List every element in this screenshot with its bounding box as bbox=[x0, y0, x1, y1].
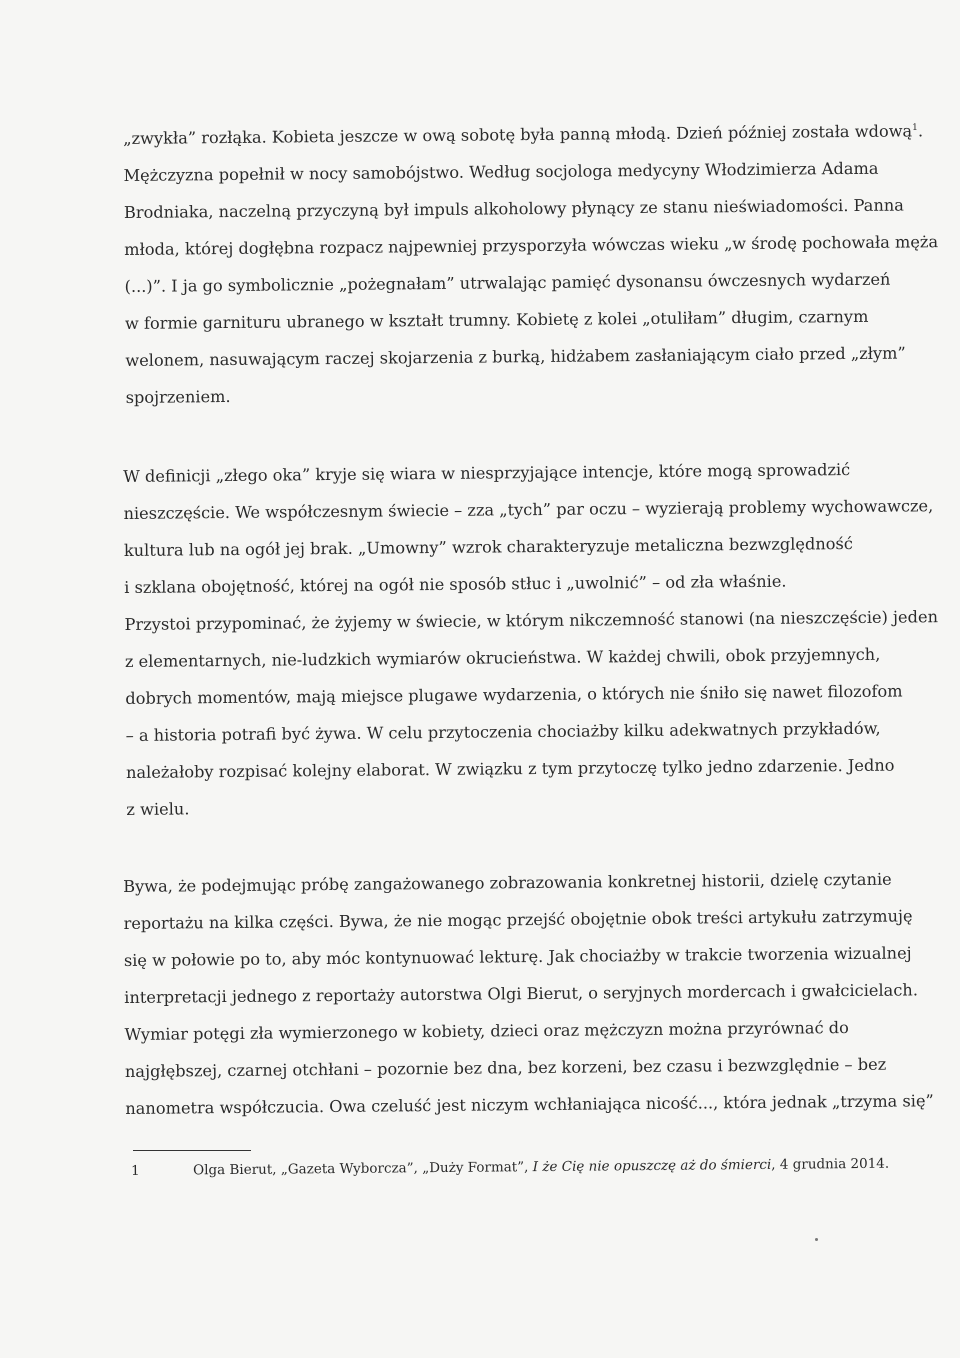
paragraph-1 bbox=[123, 113, 939, 416]
paragraph-2 bbox=[123, 451, 939, 828]
text-line: z wielu. bbox=[126, 799, 190, 819]
text-line: Mężczyzna popełnił w nocy samobójstwo. Według socjologa medycyny Włodzimierza Adama bbox=[123, 158, 879, 185]
text-line: i szklana obojętność, której na ogół nie sposób stłuc i „uwolnić” – od zła właśnie. bbox=[124, 571, 787, 597]
footnote-separator bbox=[133, 1150, 251, 1151]
text-line: z elementarnych, nie-ludzkich wymiarów okrucieństwa. W każdej chwili, obok przyjemnych, bbox=[124, 644, 881, 671]
text-line: Bywa, że podejmując próbę zangażowanego zobrazowania konkretnej historii, dzielę czytanie bbox=[123, 869, 892, 896]
text-line: welonem, nasuwającym raczej skojarzenia z burką, hidżabem zasłaniającym ciało przed „złym” bbox=[125, 343, 906, 370]
text-line: młoda, której dogłębna rozpacz najpewniej przysporzyła wówczas wieku „w środę pochowała męża bbox=[124, 232, 939, 259]
text-line: reportażu na kilka części. Bywa, że nie mogąc przejść obojętnie obok treści artykułu zatrzymuję bbox=[123, 906, 913, 933]
text-line: Brodniaka, naczelną przyczyną był impuls alkoholowy płynący ze stanu nieświadomości. Panna bbox=[123, 195, 904, 222]
text-line: interpretacji jednego z reportaży autorstwa Olgi Bierut, o seryjnych mordercach i gwałcicielach. bbox=[124, 980, 919, 1007]
text-line: Przystoi przypominać, że żyjemy w świecie, w którym nikczemność stanowi (na nieszczęście) jeden bbox=[124, 607, 939, 634]
text-line: nieszczęście. We współczesnym świecie – zza „tych” par oczu – wyzierają problemy wychowawcze, bbox=[123, 496, 934, 523]
scan-speck bbox=[815, 1238, 818, 1241]
text-line: (...)”. I ja go symbolicznie „pożegnałam” utrwalając pamięć dysonansu ówczesnych wydarzeń bbox=[124, 269, 891, 296]
footnote-reference[interactable]: 1 bbox=[912, 122, 918, 134]
text-line: dobrych momentów, mają miejsce plugawe wydarzenia, o których nie śniło się nawet filozofom bbox=[125, 681, 903, 708]
text-line: się w połowie po to, aby móc kontynuować lekturę. Jak chociażby w trakcie tworzenia wizualnej bbox=[123, 943, 912, 970]
text-line: należałoby rozpisać kolejny elaborat. W związku z tym przytoczę tylko jedno zdarzenie. Jedno bbox=[125, 755, 895, 782]
footnote-date: , 4 grudnia 2014. bbox=[771, 1155, 890, 1173]
text-line: Wymiar potęgi zła wymierzonego w kobiety, dzieci oraz mężczyzn można przyrównać do bbox=[124, 1018, 849, 1044]
footnote-text: Olga Bierut, „Gazeta Wyborcza”, „Duży Format”, bbox=[193, 1159, 533, 1179]
text-line-content: „zwykła” rozłąka. Kobieta jeszcze w ową sobotę była panną młodą. Dzień później została wdową bbox=[123, 121, 913, 148]
text-line: kultura lub na ogół jej brak. „Umowny” wzrok charakteryzuje metaliczna bezwzględność bbox=[123, 533, 853, 560]
text-line: „zwykła” rozłąka. Kobieta jeszcze w ową sobotę była panną młodą. Dzień później została wdową$^1$. bbox=[123, 121, 924, 148]
footnote-number: 1 bbox=[131, 1162, 140, 1179]
text-line: nanometra współczucia. Owa czeluść jest niczym wchłaniająca nicość..., która jednak „trzyma się” bbox=[125, 1091, 934, 1118]
text-line: w formie garnituru ubranego w kształt trumny. Kobietę z kolei „otuliłam” długim, czarnym bbox=[124, 306, 869, 333]
footnote bbox=[131, 1153, 890, 1182]
text-line: spojrzeniem. bbox=[125, 386, 231, 407]
text-line: najgłębszej, czarnej otchłani – pozornie bez dna, bez korzeni, bez czasu i bezwzględnie – bez bbox=[124, 1054, 887, 1081]
text-line: – a historia potrafi być żywa. W celu przytoczenia chociażby kilku adekwatnych przykładów, bbox=[125, 718, 881, 745]
paragraph-3 bbox=[123, 861, 934, 1127]
text-line: W definicji „złego oka” kryje się wiara w niesprzyjające intencje, które mogą sprowadzić bbox=[123, 460, 851, 486]
footnote-article-title: I że Cię nie opuszczę aż do śmierci bbox=[532, 1156, 772, 1176]
